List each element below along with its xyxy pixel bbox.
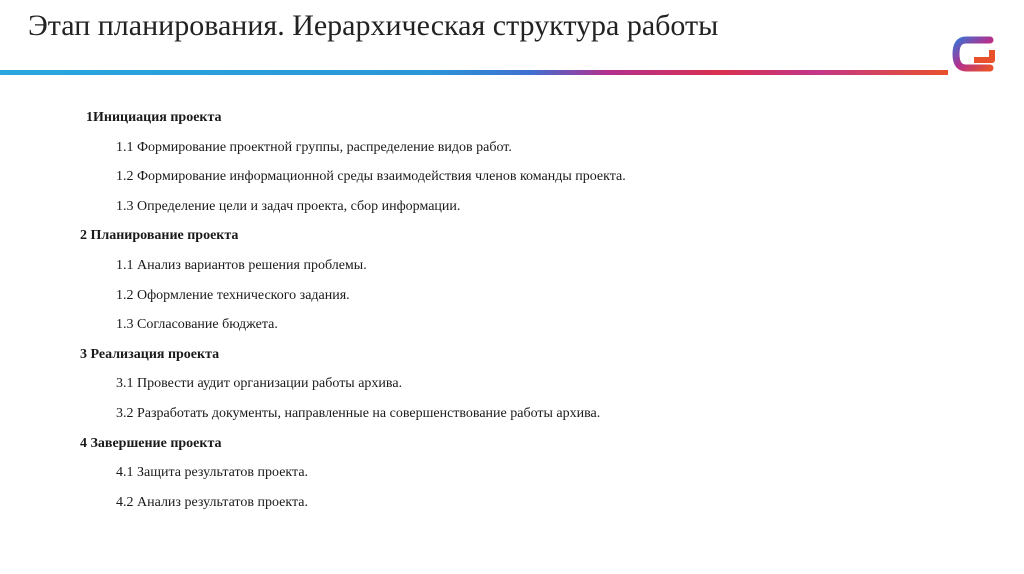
list-item: 1.1 Анализ вариантов решения проблемы. <box>116 257 367 273</box>
brand-logo-icon <box>950 30 998 78</box>
header-accent-stripe <box>0 70 948 75</box>
outline-section <box>80 103 800 221</box>
list-item: 1.3 Определение цели и задач проекта, сбор информации. <box>116 198 461 214</box>
list-item: 3.2 Разработать документы, направленные на совершенствование работы архива. <box>116 405 601 421</box>
section-heading: 4 Завершение проекта <box>80 435 222 451</box>
list-item: 3.1 Провести аудит организации работы архива. <box>116 376 403 392</box>
list-item: 1.1 Формирование проектной группы, распределение видов работ. <box>116 139 512 155</box>
outline-section <box>80 340 800 429</box>
list-item: 1.2 Формирование информационной среды взаимодействия членов команды проекта. <box>116 169 626 185</box>
list-item: 4.1 Защита результатов проекта. <box>116 465 309 481</box>
section-heading: 1Инициация проекта <box>86 110 222 125</box>
outline-section <box>80 221 800 339</box>
outline-section <box>80 429 800 518</box>
section-heading: 3 Реализация проекта <box>80 346 220 362</box>
slide-title: Этап планирования. Иерархическая структура работы <box>28 9 719 42</box>
wbs-outline <box>80 103 800 517</box>
list-item: 4.2 Анализ результатов проекта. <box>116 494 308 510</box>
section-heading: 2 Планирование проекта <box>80 228 239 244</box>
list-item: 1.2 Оформление технического задания. <box>116 287 350 303</box>
list-item: 1.3 Согласование бюджета. <box>116 317 278 333</box>
